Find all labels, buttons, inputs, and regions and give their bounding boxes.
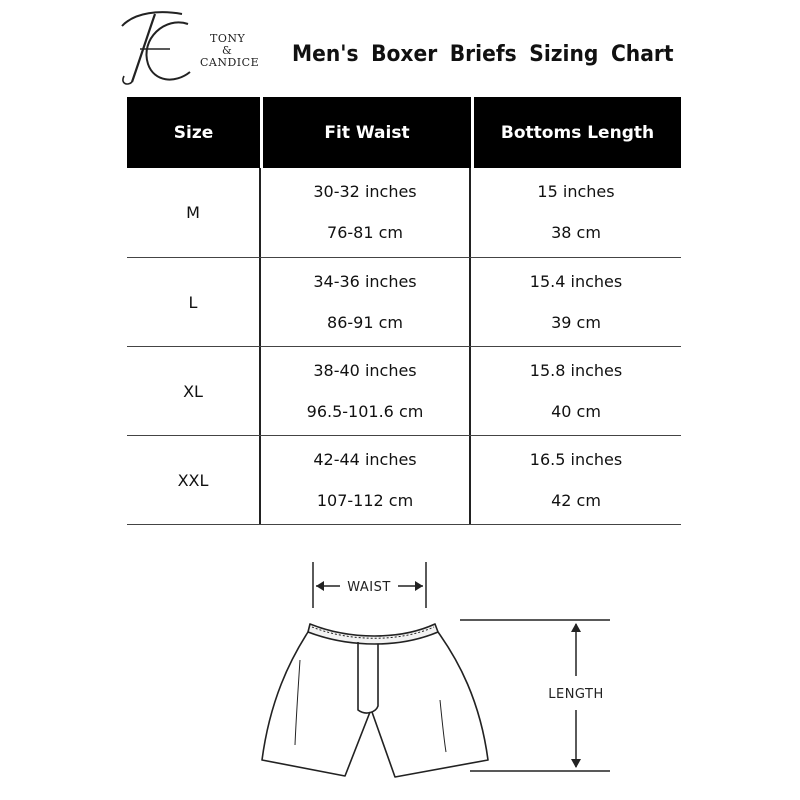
brand-name-line3: CANDICE — [200, 56, 260, 69]
boxer-shorts-icon — [262, 624, 488, 777]
length-cell — [471, 258, 681, 346]
waist-cm: 107-112 cm — [316, 490, 414, 510]
length-cm: 39 cm — [551, 312, 601, 332]
waist-cell — [261, 168, 471, 257]
page-title: Men's Boxer Briefs Sizing Chart — [292, 42, 674, 67]
header-size: Size — [127, 97, 260, 168]
boxer-measurement-diagram — [0, 540, 800, 800]
length-cell — [471, 347, 681, 435]
waist-inches: 42-44 inches — [313, 449, 417, 469]
monogram-logo-icon — [110, 4, 270, 88]
waist-cm: 76-81 cm — [327, 223, 403, 242]
waist-inches: 38-40 inches — [313, 360, 417, 380]
waist-cell — [261, 436, 471, 524]
brand-name-line2: & — [222, 44, 233, 57]
sizing-table — [127, 97, 681, 525]
waist-label: WAIST — [347, 580, 391, 595]
brand-name-line1: TONY — [210, 32, 246, 45]
brand-logo — [110, 4, 270, 88]
table-row — [127, 347, 681, 436]
waist-cell — [261, 347, 471, 435]
length-cell — [471, 436, 681, 524]
header-bottoms-length: Bottoms Length — [474, 97, 681, 168]
waist-inches: 34-36 inches — [313, 271, 417, 291]
header-fit-waist: Fit Waist — [263, 97, 471, 168]
size-cell: XL — [127, 347, 261, 435]
waist-cell — [261, 258, 471, 346]
waist-inches: 30-32 inches — [313, 182, 417, 201]
length-cell — [471, 168, 681, 257]
length-inches: 16.5 inches — [529, 449, 623, 469]
size-cell: M — [127, 168, 261, 257]
length-label: LENGTH — [548, 687, 604, 702]
table-row — [127, 168, 681, 258]
length-inches: 15.8 inches — [529, 360, 623, 380]
length-cm: 40 cm — [551, 401, 601, 421]
table-row — [127, 258, 681, 347]
length-cm: 42 cm — [551, 490, 601, 510]
length-inches: 15.4 inches — [529, 271, 623, 291]
size-cell: L — [127, 258, 261, 346]
size-cell: XXL — [127, 436, 261, 524]
length-inches: 15 inches — [537, 182, 615, 201]
table-header — [127, 97, 681, 168]
length-cm: 38 cm — [551, 223, 601, 242]
waist-cm: 86-91 cm — [327, 312, 403, 332]
waist-cm: 96.5-101.6 cm — [306, 401, 424, 421]
table-row — [127, 436, 681, 525]
